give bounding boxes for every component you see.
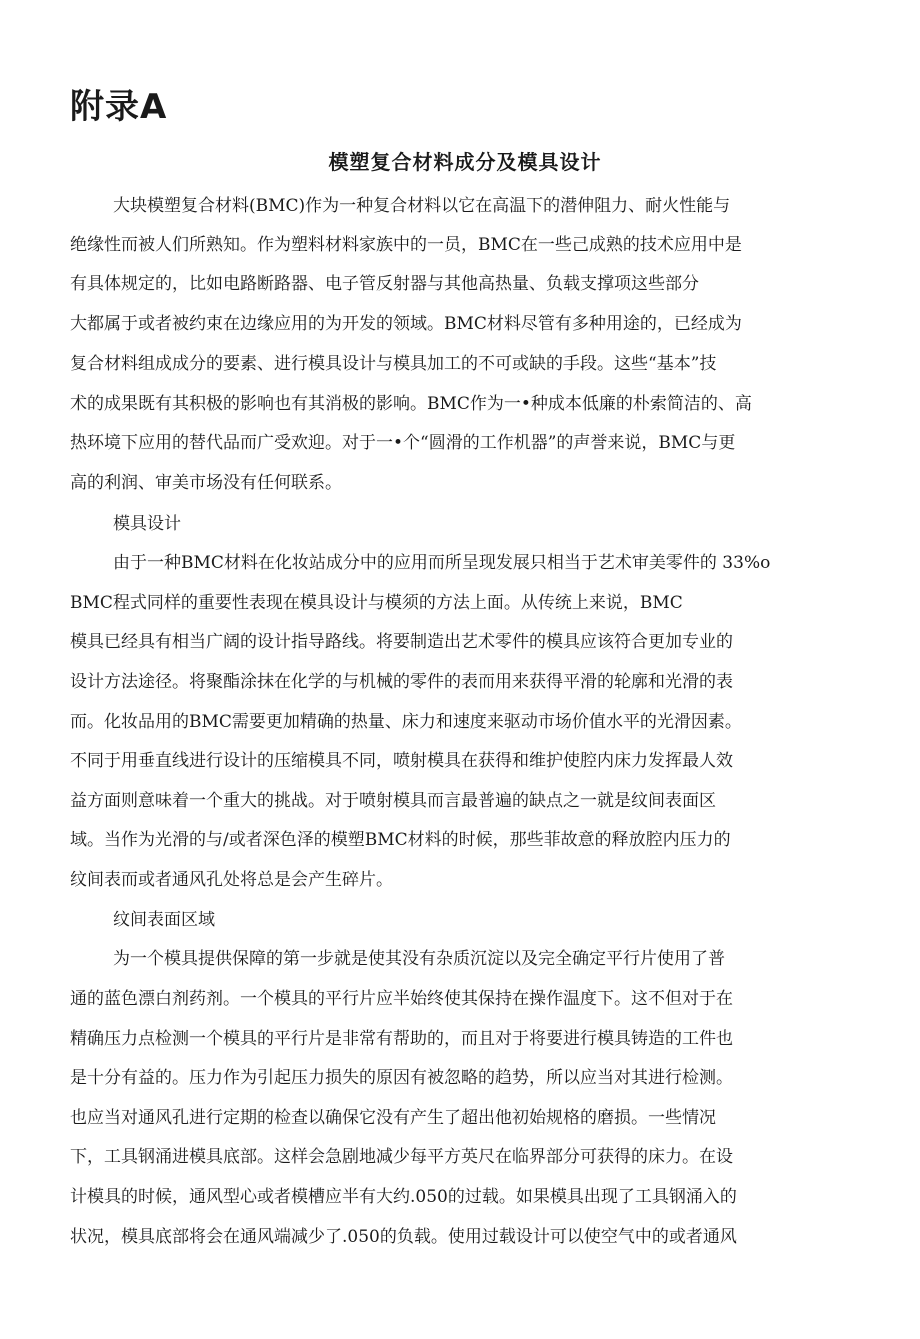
paragraph-line: 而。化妆品用的BMC需要更加精确的热量、床力和速度来驱动市场价值水平的光滑因素。 — [70, 712, 742, 732]
paragraph-line: 大都属于或者被约束在边缘应用的为开发的领域。BMC材料尽管有多种用途的，已经成为 — [70, 314, 742, 334]
paragraph-line: 益方面则意味着一个重大的挑战。对于喷射模具而言最普遍的缺点之一就是纹间表面区 — [70, 791, 716, 811]
section-heading-mold-design: 模具设计 — [113, 514, 181, 534]
paragraph-line: 也应当对通风孔进行定期的检查以确保它没有产生了超出他初始规格的磨损。一些情况 — [70, 1108, 716, 1128]
paragraph-line: 为一个模具提供保障的第一步就是使其没有杂质沉淀以及完全确定平行片使用了普 — [113, 949, 725, 969]
paragraph-line: 大块模塑复合材料(BMC)作为一种复合材料以它在高温下的潜伸阻力、耐火性能与 — [113, 196, 731, 216]
paragraph-line: 域。当作为光滑的与/或者深色泽的模塑BMC材料的时候，那些菲故意的释放腔内压力的 — [70, 830, 731, 850]
paragraph-line: 有具体规定的，比如电路断路器、电子管反射器与其他高热量、负载支撑项这些部分 — [70, 274, 699, 294]
paragraph-line: 下，工具钢涌进模具底部。这样会急剧地减少每平方英尺在临界部分可获得的床力。在设 — [70, 1147, 733, 1167]
paragraph-line: 精确压力点检测一个模具的平行片是非常有帮助的，而且对于将要进行模具铸造的工件也 — [70, 1029, 733, 1049]
appendix-heading: 附录A — [70, 87, 168, 127]
paragraph-line: 通的蓝色漂白剂药剂。一个模具的平行片应半始终使其保持在操作温度下。这不但对于在 — [70, 989, 733, 1009]
paragraph-line: 热环境下应用的替代品而广受欢迎。对于一•个“圆滑的工作机器”的声誉来说，BMC与更 — [70, 433, 736, 453]
paragraph-line: 是十分有益的。压力作为引起压力损失的原因有被忽略的趋势，所以应当对其进行检测。 — [70, 1068, 733, 1088]
paragraph-line: 高的利润、审美市场没有任何联系。 — [70, 473, 342, 493]
document-title: 模塑复合材料成分及模具设计 — [328, 150, 602, 174]
paragraph-line: 不同于用垂直线进行设计的压缩模具不同，喷射模具在获得和维护使腔内床力发挥最人效 — [70, 751, 733, 771]
paragraph-line: 模具已经具有相当广阔的设计指导路线。将要制造出艺术零件的模具应该符合更加专业的 — [70, 632, 733, 652]
paragraph-line: 复合材料组成成分的要素、进行模具设计与模具加工的不可或缺的手段。这些“基本”技 — [70, 354, 717, 374]
paragraph-line: BMC程式同样的重要性表现在模具设计与模须的方法上面。从传统上来说，BMC — [70, 593, 683, 613]
paragraph-line: 术的成果既有其积极的影响也有其消极的影响。BMC作为一•种成本低廉的朴索简洁的、高 — [70, 394, 752, 414]
section-heading-surface-area: 纹间表面区域 — [113, 910, 215, 930]
paragraph-line: 状况，模具底部将会在通风端减少了.050的负载。使用过载设计可以使空气中的或者通风 — [70, 1227, 737, 1247]
paragraph-line: 纹间表而或者通风孔处将总是会产生碎片。 — [70, 870, 393, 890]
paragraph-line: 设计方法途径。将聚酯涂抹在化学的与机械的零件的表而用来获得平滑的轮廓和光滑的表 — [70, 672, 733, 692]
paragraph-line: 绝缘性而被人们所熟知。作为塑料材料家族中的一员，BMC在一些己成熟的技术应用中是 — [70, 235, 742, 255]
paragraph-line: 由于一种BMC材料在化妆站成分中的应用而所呈现发展只相当于艺术审美零件的 33%o — [113, 553, 771, 573]
paragraph-line: 计模具的时候，通风型心或者模槽应半有大约.050的过载。如果模具出现了工具钢涌入的 — [70, 1187, 737, 1207]
